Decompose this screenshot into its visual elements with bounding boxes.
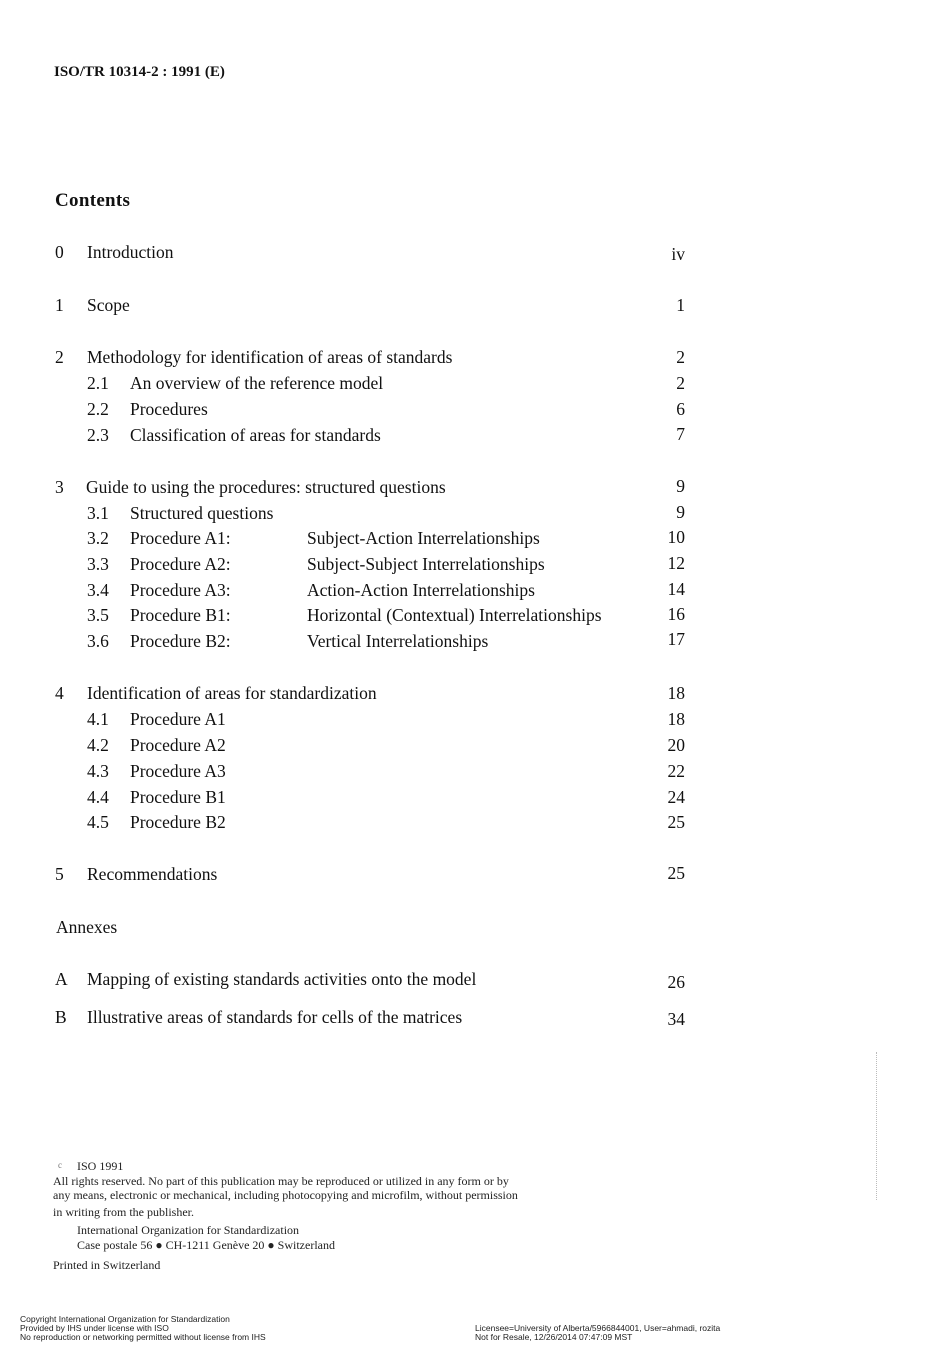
toc-page-3-4: 14 xyxy=(667,579,685,599)
toc-num-5: 5 xyxy=(55,864,64,884)
toc-page-3-2: 10 xyxy=(667,527,685,547)
toc-num-3-2: 3.2 xyxy=(87,528,109,548)
toc-page-2-3: 7 xyxy=(676,424,685,444)
toc-num-4-2: 4.2 xyxy=(87,735,109,755)
toc-num-2-1: 2.1 xyxy=(87,373,109,393)
toc-desc-3-6: Vertical Interrelationships xyxy=(307,631,489,651)
toc-num-3: 3 xyxy=(55,477,64,497)
toc-page-1: 1 xyxy=(676,295,685,315)
toc-page-2-1: 2 xyxy=(676,373,685,393)
toc-num-4-3: 4.3 xyxy=(87,761,109,781)
footer-left-line-2: Provided by IHS under license with ISO xyxy=(20,1323,169,1333)
toc-title-2: Methodology for identification of areas of standards xyxy=(87,347,453,367)
toc-num-0: 0 xyxy=(55,242,64,262)
annexes-heading: Annexes xyxy=(56,917,118,937)
toc-num-1: 1 xyxy=(55,295,64,315)
copyright-line-2: All rights reserved. No part of this publication may be reproduced or utilized in any form or by xyxy=(53,1174,509,1188)
footer-left-line-1: Copyright International Organization for Standardization xyxy=(20,1314,230,1324)
toc-page-4-2: 20 xyxy=(667,735,685,755)
annex-num-b: B xyxy=(55,1007,67,1027)
toc-page-4: 18 xyxy=(667,683,685,703)
toc-title-3: Guide to using the procedures: structured questions xyxy=(86,477,446,497)
toc-title-4-4: Procedure B1 xyxy=(130,787,226,807)
document-id-header: ISO/TR 10314-2 : 1991 (E) xyxy=(54,64,225,80)
toc-title-4-2: Procedure A2 xyxy=(130,735,226,755)
toc-page-4-5: 25 xyxy=(667,812,685,832)
toc-num-3-4: 3.4 xyxy=(87,580,109,600)
toc-desc-3-4: Action-Action Interrelationships xyxy=(307,580,535,600)
toc-title-4-3: Procedure A3 xyxy=(130,761,226,781)
toc-page-4-4: 24 xyxy=(667,787,685,807)
copyright-symbol: c xyxy=(58,1160,62,1170)
toc-title-3-3: Procedure A2: xyxy=(130,554,231,574)
toc-title-0: Introduction xyxy=(87,242,174,262)
toc-num-2-2: 2.2 xyxy=(87,399,109,419)
toc-desc-3-3: Subject-Subject Interrelationships xyxy=(307,554,545,574)
copyright-line-3: any means, electronic or mechanical, including photocopying and microfilm, without permission xyxy=(53,1188,518,1202)
toc-page-3-3: 12 xyxy=(667,553,685,573)
toc-page-2: 2 xyxy=(676,347,685,367)
copyright-line-4: in writing from the publisher. xyxy=(53,1205,194,1219)
contents-title: Contents xyxy=(55,190,131,211)
scan-artifact-line xyxy=(876,1052,878,1200)
toc-page-3-6: 17 xyxy=(667,629,685,649)
toc-num-4-4: 4.4 xyxy=(87,787,109,807)
annex-num-a: A xyxy=(55,969,68,989)
toc-num-3-3: 3.3 xyxy=(87,554,109,574)
footer-right-line-2: Not for Resale, 12/26/2014 07:47:09 MST xyxy=(475,1332,633,1342)
toc-title-4: Identification of areas for standardization xyxy=(87,683,377,703)
toc-page-0: iv xyxy=(671,244,685,264)
footer-right-line-1: Licensee=University of Alberta/5966844001, User=ahmadi, rozita xyxy=(475,1323,721,1333)
toc-title-3-4: Procedure A3: xyxy=(130,580,231,600)
toc-title-3-1: Structured questions xyxy=(130,503,274,523)
toc-num-3-5: 3.5 xyxy=(87,605,109,625)
copyright-org: International Organization for Standardization xyxy=(77,1223,300,1237)
toc-desc-3-5: Horizontal (Contextual) Interrelationships xyxy=(307,605,602,625)
toc-title-3-2: Procedure A1: xyxy=(130,528,231,548)
copyright-year: ISO 1991 xyxy=(77,1159,124,1173)
toc-page-3: 9 xyxy=(676,476,685,496)
toc-title-4-5: Procedure B2 xyxy=(130,812,226,832)
annex-title-a: Mapping of existing standards activities onto the model xyxy=(87,969,477,989)
toc-title-3-6: Procedure B2: xyxy=(130,631,231,651)
toc-page-3-5: 16 xyxy=(667,604,685,624)
toc-page-5: 25 xyxy=(667,863,685,883)
printed-in: Printed in Switzerland xyxy=(53,1258,161,1272)
toc-title-2-2: Procedures xyxy=(130,399,208,419)
footer-left-line-3: No reproduction or networking permitted without license from IHS xyxy=(20,1332,266,1342)
toc-page-4-3: 22 xyxy=(667,761,685,781)
toc-title-3-5: Procedure B1: xyxy=(130,605,231,625)
toc-title-2-3: Classification of areas for standards xyxy=(130,425,381,445)
toc-num-3-1: 3.1 xyxy=(87,503,109,523)
annex-title-b: Illustrative areas of standards for cells of the matrices xyxy=(87,1007,463,1027)
toc-desc-3-2: Subject-Action Interrelationships xyxy=(307,528,540,548)
annex-page-b: 34 xyxy=(667,1009,685,1029)
annex-page-a: 26 xyxy=(667,972,685,992)
toc-num-4-5: 4.5 xyxy=(87,812,109,832)
toc-title-1: Scope xyxy=(87,295,130,315)
toc-num-4: 4 xyxy=(55,683,64,703)
toc-page-3-1: 9 xyxy=(676,502,685,522)
toc-num-3-6: 3.6 xyxy=(87,631,109,651)
toc-num-2-3: 2.3 xyxy=(87,425,109,445)
toc-title-4-1: Procedure A1 xyxy=(130,709,226,729)
toc-title-2-1: An overview of the reference model xyxy=(130,373,384,393)
toc-num-4-1: 4.1 xyxy=(87,709,109,729)
copyright-address: Case postale 56 ● CH-1211 Genève 20 ● Switzerland xyxy=(77,1238,335,1252)
toc-page-2-2: 6 xyxy=(676,399,685,419)
toc-title-5: Recommendations xyxy=(87,864,218,884)
toc-num-2: 2 xyxy=(55,347,64,367)
toc-page-4-1: 18 xyxy=(667,709,685,729)
